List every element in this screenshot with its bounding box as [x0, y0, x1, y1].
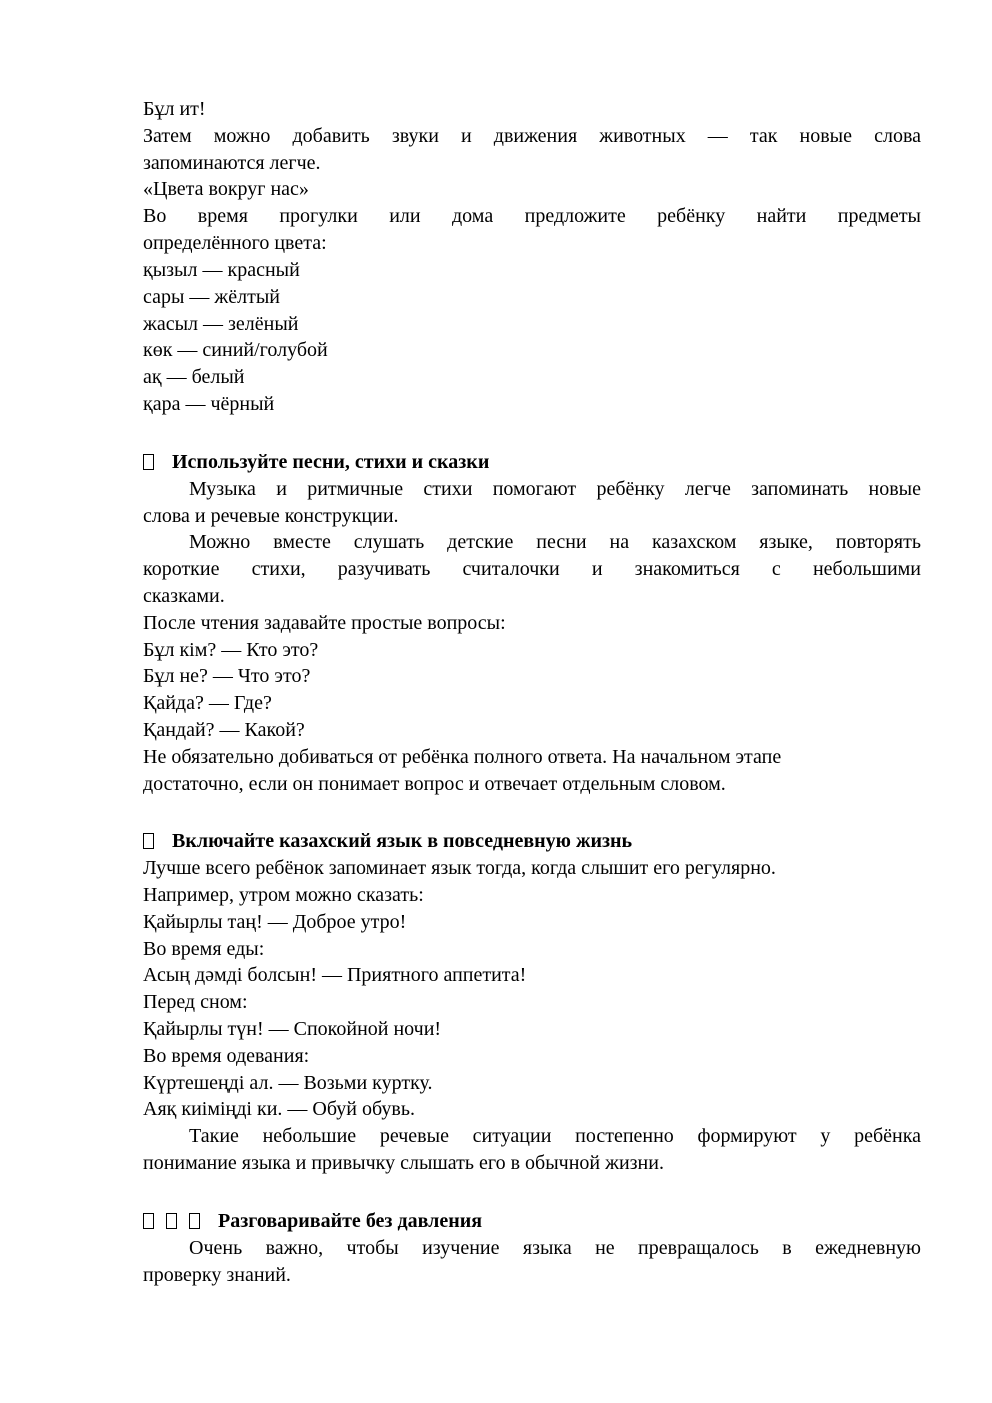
phrase-line: Күртешеңді ал. — Возьми куртку. [143, 1072, 433, 1094]
text-line: сказками. [143, 585, 225, 607]
text-line: Очень важно, чтобы изучение языка не превращалось в ежедневную [189, 1237, 921, 1259]
text-line: короткие стихи, разучивать считалочки и знакомиться с небольшими [143, 558, 921, 580]
square-bullet-icon [143, 833, 154, 849]
text-line: определённого цвета: [143, 232, 327, 254]
text-line: Затем можно добавить звуки и движения животных — так новые слова [143, 125, 921, 147]
vocab-line: қара — чёрный [143, 393, 275, 415]
text-line: Перед сном: [143, 991, 248, 1013]
phrase-line: Аяқ киіміңді ки. — Обуй обувь. [143, 1098, 415, 1120]
phrase-line: Бұл не? — Что это? [143, 665, 311, 687]
text-line: Лучше всего ребёнок запоминает язык тогда, когда слышит его регулярно. [143, 857, 776, 879]
phrase-line: Асың дәмді болсын! — Приятного аппетита! [143, 964, 527, 986]
text-line: Во время прогулки или дома предложите ребёнку найти предметы [143, 205, 921, 227]
square-bullet-icon [166, 1213, 177, 1229]
square-bullet-icon [143, 1213, 154, 1229]
vocab-line: көк — синий/голубой [143, 339, 328, 361]
text-line: понимание языка и привычку слышать его в обычной жизни. [143, 1152, 664, 1174]
text-line: достаточно, если он понимает вопрос и отвечает отдельным словом. [143, 773, 726, 795]
text-line: «Цвета вокруг нас» [143, 178, 309, 200]
section-heading [143, 449, 489, 476]
text-line: Во время одевания: [143, 1045, 310, 1067]
square-bullet-icon [189, 1213, 200, 1229]
vocab-line: ақ — белый [143, 366, 245, 388]
phrase-line: Қандай? — Какой? [143, 719, 305, 741]
text-line: Такие небольшие речевые ситуации постепенно формируют у ребёнка [189, 1125, 921, 1147]
text-line: слова и речевые конструкции. [143, 505, 399, 527]
text-line: Например, утром можно сказать: [143, 884, 424, 906]
vocab-line: сары — жёлтый [143, 286, 280, 308]
text-line: Не обязательно добиваться от ребёнка полного ответа. На начальном этапе [143, 746, 782, 768]
phrase-line: Бұл кім? — Кто это? [143, 639, 319, 661]
section-heading-text: Разговаривайте без давления [218, 1210, 483, 1232]
phrase-line: Қайырлы таң! — Доброе утро! [143, 911, 407, 933]
section-heading-text: Включайте казахский язык в повседневную жизнь [172, 830, 633, 852]
section-heading [143, 828, 632, 855]
section-heading [143, 1208, 482, 1235]
text-line: Бұл ит! [143, 98, 206, 120]
square-bullet-icon [143, 454, 154, 470]
text-line: Во время еды: [143, 938, 265, 960]
text-line: запоминаются легче. [143, 152, 321, 174]
section-heading-text: Используйте песни, стихи и сказки [172, 451, 490, 473]
vocab-line: қызыл — красный [143, 259, 300, 281]
text-line: проверку знаний. [143, 1264, 291, 1286]
text-line: После чтения задавайте простые вопросы: [143, 612, 506, 634]
vocab-line: жасыл — зелёный [143, 313, 299, 335]
text-line: Музыка и ритмичные стихи помогают ребёнку легче запоминать новые [189, 478, 921, 500]
text-line: Можно вместе слушать детские песни на казахском языке, повторять [189, 531, 921, 553]
phrase-line: Қайырлы түн! — Спокойной ночи! [143, 1018, 442, 1040]
phrase-line: Қайда? — Где? [143, 692, 272, 714]
